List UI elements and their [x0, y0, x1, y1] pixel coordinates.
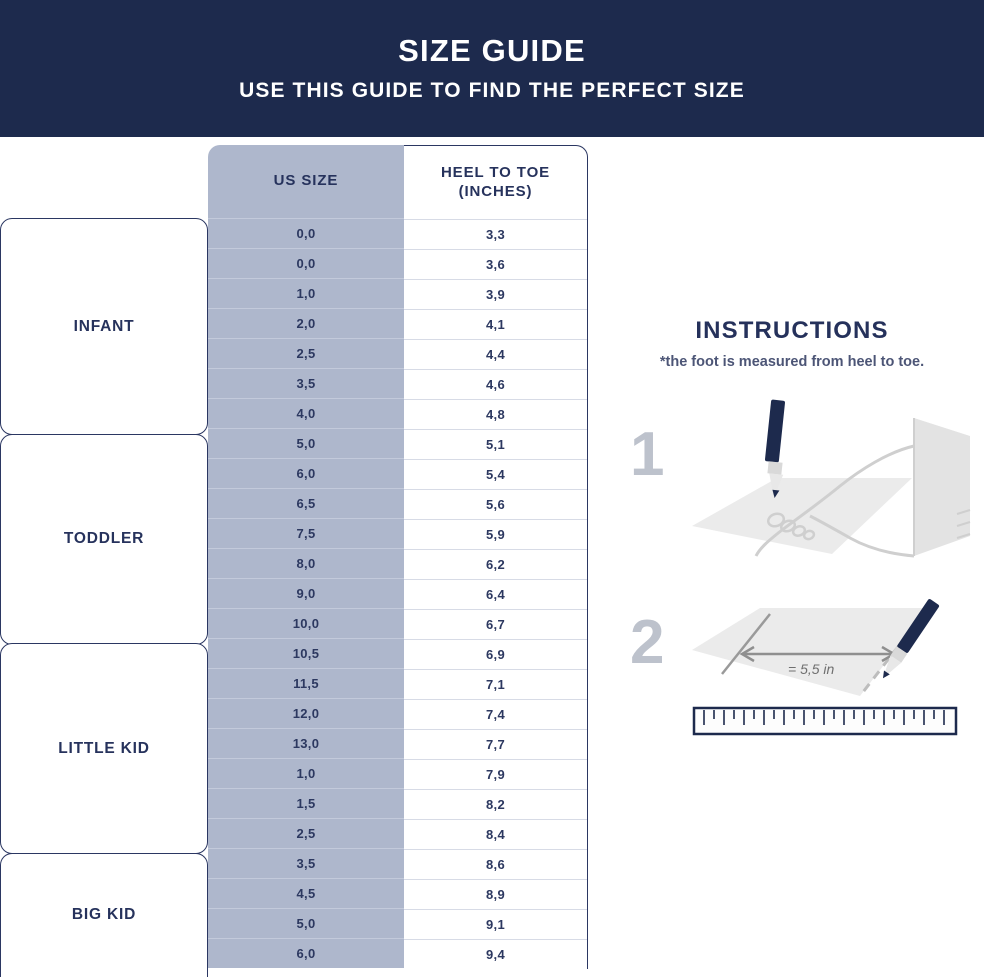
us-size-cell: 1,0	[208, 758, 404, 788]
us-size-cell: 5,0	[208, 428, 404, 458]
inches-cell: 7,1	[404, 669, 587, 699]
us-size-cell: 2,0	[208, 308, 404, 338]
us-size-cell: 0,0	[208, 218, 404, 248]
inches-cell: 4,6	[404, 369, 587, 399]
inches-cell: 9,4	[404, 939, 587, 969]
inches-cell: 4,8	[404, 399, 587, 429]
instructions-title: INSTRUCTIONS	[695, 317, 889, 344]
inches-cell: 8,6	[404, 849, 587, 879]
us-size-cell: 2,5	[208, 818, 404, 848]
ruler-measure-illustration	[682, 592, 972, 777]
us-size-cell: 6,0	[208, 938, 404, 968]
inches-cell: 7,9	[404, 759, 587, 789]
inches-cell: 8,2	[404, 789, 587, 819]
us-size-header	[208, 145, 404, 218]
us-size-cell: 10,0	[208, 608, 404, 638]
us-size-cell: 0,0	[208, 248, 404, 278]
category-label: INFANT	[73, 317, 135, 335]
us-size-cell: 4,5	[208, 878, 404, 908]
us-size-cell: 8,0	[208, 548, 404, 578]
us-size-cell: 7,5	[208, 518, 404, 548]
page-title: SIZE GUIDE	[398, 32, 586, 68]
heel-to-toe-header-line1: HEEL TO TOE	[440, 163, 551, 181]
category-group-little-kid	[0, 643, 208, 854]
us-size-cell: 11,5	[208, 668, 404, 698]
inches-cell: 6,4	[404, 579, 587, 609]
category-label: TODDLER	[63, 530, 145, 547]
us-size-cell: 3,5	[208, 848, 404, 878]
step-number: 2	[630, 608, 665, 677]
foot-tracing-illustration	[682, 386, 972, 591]
inches-cell: 7,4	[404, 699, 587, 729]
step-number: 1	[630, 420, 665, 489]
inches-cell: 5,9	[404, 519, 587, 549]
category-column	[0, 218, 208, 977]
us-size-cell: 4,0	[208, 398, 404, 428]
inches-cell: 5,4	[404, 459, 587, 489]
category-group-toddler	[0, 434, 208, 645]
inches-cell: 6,2	[404, 549, 587, 579]
size-chart	[0, 137, 984, 980]
category-label: BIG KID	[71, 906, 137, 923]
inches-cell: 5,1	[404, 429, 587, 459]
inches-cell: 6,7	[404, 609, 587, 639]
inches-cell: 8,4	[404, 819, 587, 849]
inches-cell: 3,6	[404, 249, 587, 279]
inches-cell: 6,9	[404, 639, 587, 669]
instruction-step-1	[612, 386, 972, 586]
us-size-cell: 9,0	[208, 578, 404, 608]
category-label: LITTLE KID	[58, 739, 150, 757]
us-size-header-label: US SIZE	[273, 172, 339, 190]
ruler-icon	[694, 708, 956, 734]
us-size-cell: 6,0	[208, 458, 404, 488]
category-group-infant	[0, 218, 208, 435]
inches-cell: 3,9	[404, 279, 587, 309]
heel-to-toe-header	[404, 146, 587, 219]
us-size-cell: 3,5	[208, 368, 404, 398]
inches-cell: 9,1	[404, 909, 587, 939]
measurement-label: = 5,5 in	[788, 661, 835, 677]
inches-cell: 7,7	[404, 729, 587, 759]
inches-cell: 4,1	[404, 309, 587, 339]
inches-cell: 5,6	[404, 489, 587, 519]
us-size-cell: 12,0	[208, 698, 404, 728]
inches-cell: 3,3	[404, 219, 587, 249]
inches-cell: 4,4	[404, 339, 587, 369]
us-size-cell: 5,0	[208, 908, 404, 938]
category-group-big-kid	[0, 853, 208, 977]
instruction-step-2	[612, 592, 972, 782]
us-size-cell: 6,5	[208, 488, 404, 518]
us-size-cell: 10,5	[208, 638, 404, 668]
inches-cell: 8,9	[404, 879, 587, 909]
heel-to-toe-column	[404, 145, 588, 969]
us-size-cell: 1,5	[208, 788, 404, 818]
us-size-cell: 1,0	[208, 278, 404, 308]
us-size-cell: 2,5	[208, 338, 404, 368]
instructions-panel	[612, 317, 972, 782]
instructions-note: *the foot is measured from heel to toe.	[659, 354, 925, 370]
heel-to-toe-header-line2: (INCHES)	[458, 182, 533, 200]
size-guide-header	[0, 0, 984, 137]
us-size-column	[208, 145, 404, 968]
us-size-cell: 13,0	[208, 728, 404, 758]
page-subtitle: USE THIS GUIDE TO FIND THE PERFECT SIZE	[239, 79, 745, 103]
